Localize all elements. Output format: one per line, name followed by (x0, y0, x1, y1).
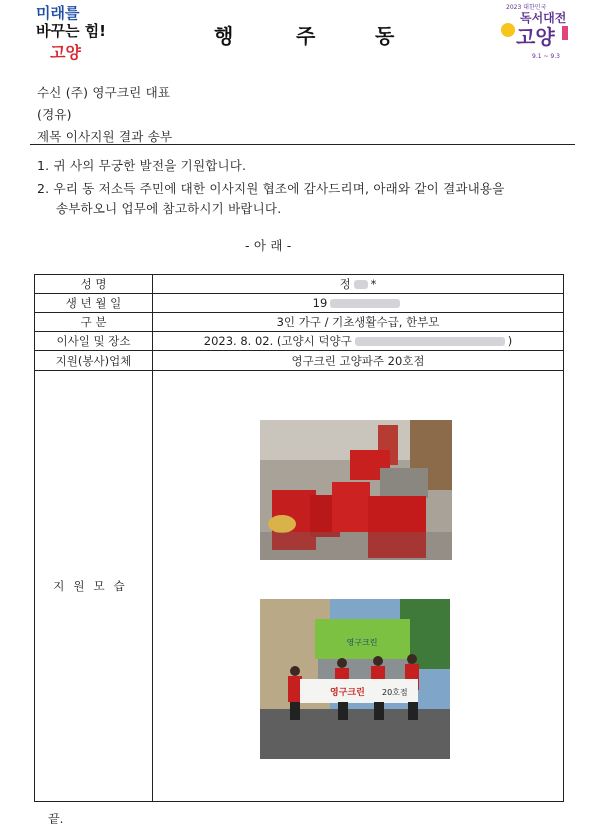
banner-text: 영구크린 (330, 688, 365, 698)
table-row-name (35, 275, 563, 294)
organization-char-2: 주 (296, 24, 316, 48)
table-row-birthdate (35, 294, 563, 313)
redacted-mask (354, 280, 368, 289)
label-birthdate: 생 년 월 일 (35, 294, 153, 312)
support-photos-cell (153, 371, 563, 801)
memo-subject: 제목 이사지원 결과 송부 (37, 129, 173, 144)
logo-book-shape (562, 26, 568, 40)
logo-title: 독서대전 (520, 11, 567, 25)
label-support-photos: 지원모습 (35, 371, 153, 801)
truck-text: 영구크린 (346, 638, 378, 647)
memo-via: (경유) (37, 107, 72, 122)
value-move-date (153, 332, 563, 350)
value-name-text: 정 (339, 277, 351, 291)
photo-team-banner (260, 599, 450, 759)
table-row-company (35, 351, 563, 371)
redacted-mask (355, 337, 505, 346)
value-move-date-suffix: ) (507, 334, 513, 348)
value-name (153, 275, 563, 293)
redacted-mask (330, 299, 400, 308)
table-row-move-date (35, 332, 563, 351)
logo-dates: 9.1 ~ 9.3 (532, 53, 560, 60)
slogan-line-2: 바꾸는 힘! (36, 22, 107, 40)
value-company: 영구크린 고양파주 20호점 (291, 353, 425, 368)
below-marker: - 아 래 - (245, 238, 292, 253)
memo-recipient: 수신 (주) 영구크린 대표 (37, 85, 171, 100)
body-item-1: 1. 귀 사의 무궁한 발전을 기원합니다. (37, 158, 247, 173)
logo-city: 고양 (516, 25, 555, 49)
table-row-category (35, 313, 563, 332)
slogan-line-1: 미래를 (36, 4, 80, 22)
logo-sun-shape (501, 23, 515, 37)
end-mark: 끝. (48, 812, 64, 826)
header-divider (30, 144, 575, 145)
value-birthdate (153, 294, 563, 312)
label-move-date: 이사일 및 장소 (35, 332, 153, 350)
body-item-2-line-2: 송부하오니 업무에 참고하시기 바랍니다. (56, 201, 282, 216)
organization-char-1: 행 (214, 24, 234, 48)
photo-moving-boxes (260, 420, 452, 560)
label-name: 성 명 (35, 275, 153, 293)
value-category: 3인 가구 / 기초생활수급, 한부모 (276, 315, 440, 329)
label-company: 지원(봉사)업체 (35, 351, 153, 370)
value-name-suffix: * (370, 277, 377, 291)
organization-char-3: 동 (375, 24, 395, 48)
value-birthdate-text: 19 (312, 296, 328, 310)
body-item-2-line-1: 2. 우리 동 저소득 주민에 대한 이사지원 협조에 감사드리며, 아래와 같이 결과내용을 (37, 181, 505, 196)
banner-number: 20호점 (382, 688, 408, 697)
logo-year-text: 2023 대한민국 (506, 4, 547, 11)
label-category: 구 분 (35, 313, 153, 331)
slogan-city: 고양 (50, 43, 81, 62)
festival-logo (498, 0, 580, 62)
info-table (34, 274, 564, 802)
value-move-date-text: 2023. 8. 02. (고양시 덕양구 (203, 334, 352, 348)
